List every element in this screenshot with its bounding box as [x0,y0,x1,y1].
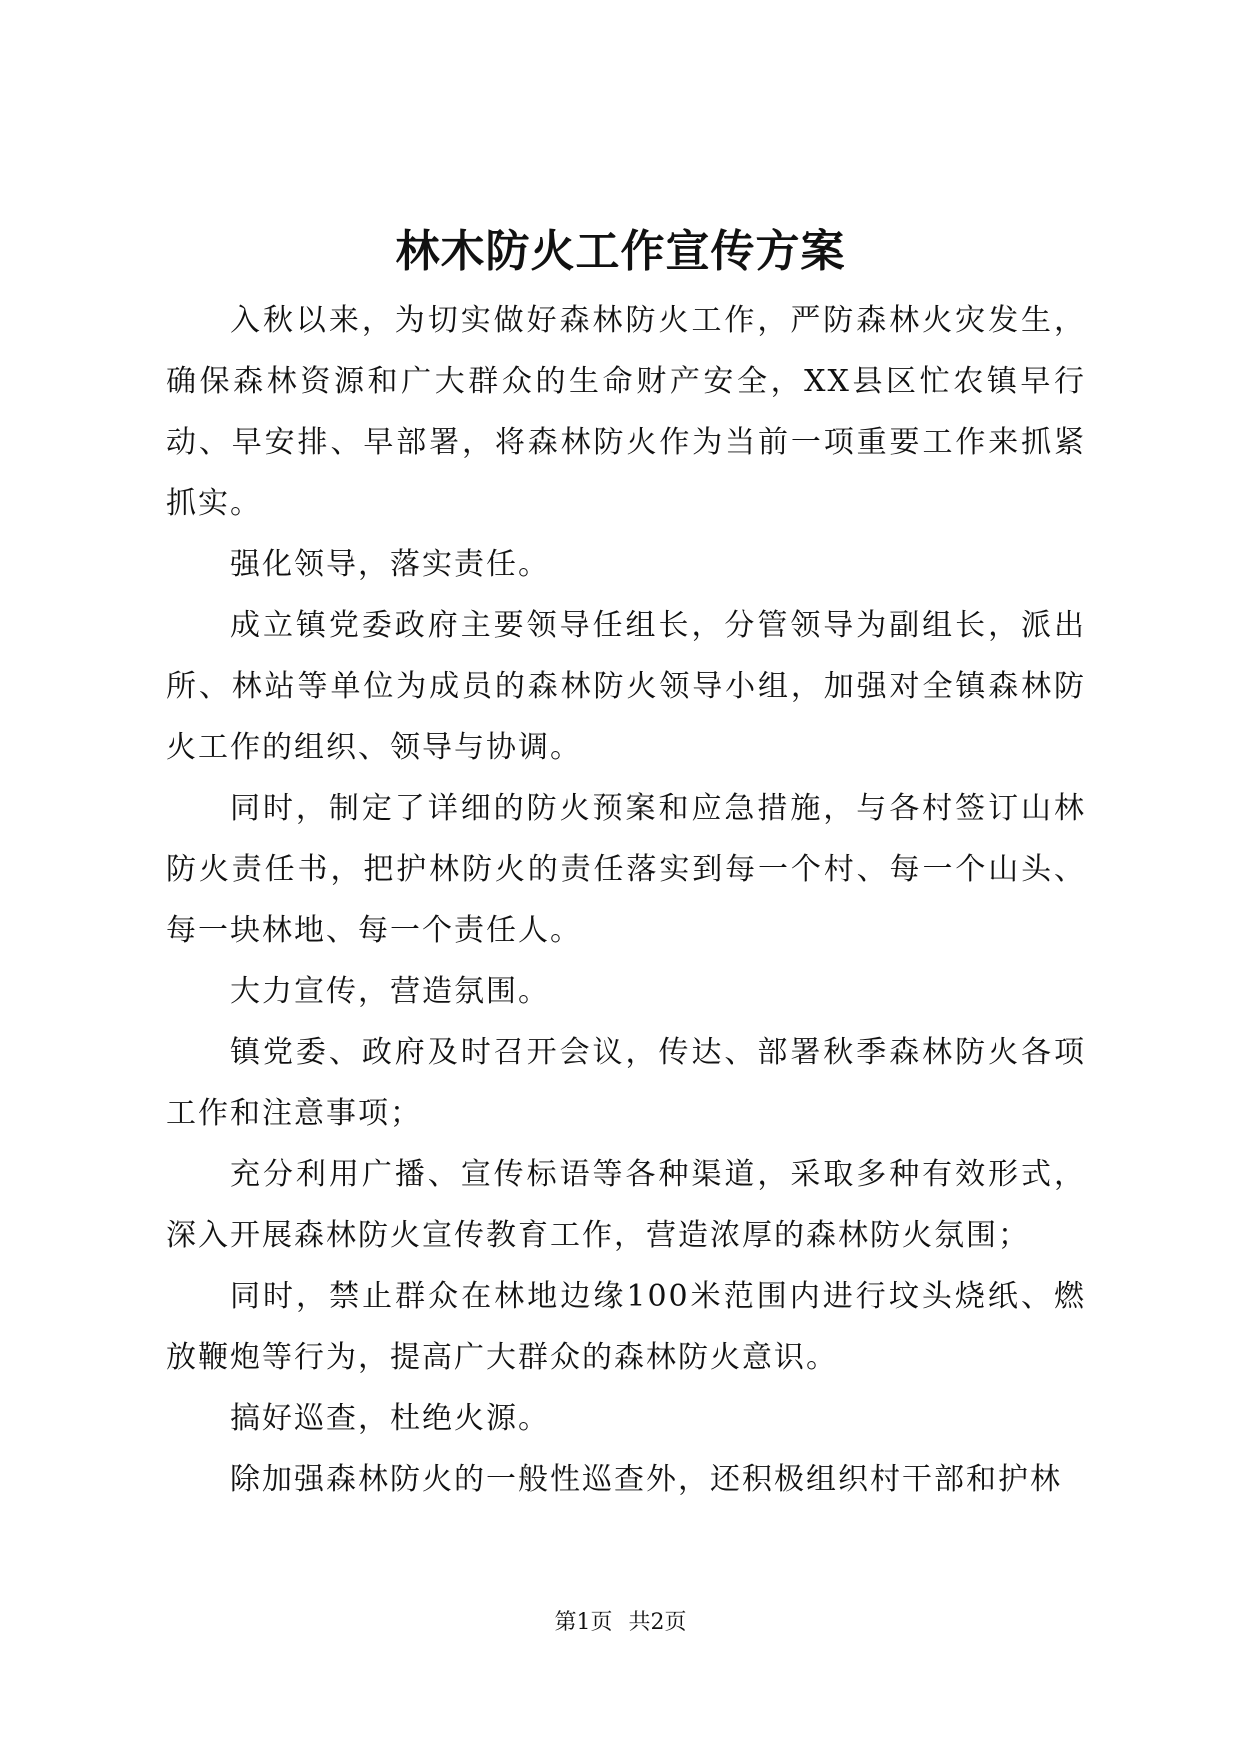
paragraph-responsibility: 同时，制定了详细的防火预案和应急措施，与各村签订山林防火责任书，把护林防火的责任落实到每一个村、每一个山头、每一块林地、每一个责任人。 [166,791,1086,948]
page-footer [0,1608,1241,1638]
section-heading-publicity: 大力宣传，营造氛围。 [230,974,550,1009]
paragraph-leadership-group: 成立镇党委政府主要领导任组长，分管领导为副组长，派出所、林站等单位为成员的森林防火领导小组，加强对全镇森林防火工作的组织、领导与协调。 [166,608,1086,765]
paragraph-channels: 充分利用广播、宣传标语等各种渠道，采取多种有效形式，深入开展森林防火宣传教育工作，营造浓厚的森林防火氛围； [166,1157,1086,1253]
paragraph-prohibition: 同时，禁止群众在林地边缘100米范围内进行坟头烧纸、燃放鞭炮等行为，提高广大群众的森林防火意识。 [166,1279,1086,1375]
page-number: 第1页 [554,1610,613,1635]
page-total: 共2页 [628,1610,687,1635]
section-heading-leadership: 强化领导，落实责任。 [230,547,550,582]
section-heading-patrol: 搞好巡查，杜绝火源。 [230,1401,550,1436]
document-title: 林木防火工作宣传方案 [395,226,846,277]
paragraph-patrol: 除加强森林防火的一般性巡查外，还积极组织村干部和护林 [230,1462,1062,1497]
document-body [166,290,1086,1510]
paragraph-intro: 入秋以来，为切实做好森林防火工作，严防森林火灾发生，确保森林资源和广大群众的生命财产安全，XX县区忙农镇早行动、早安排、早部署，将森林防火作为当前一项重要工作来抓紧抓实。 [166,303,1086,521]
paragraph-meeting: 镇党委、政府及时召开会议，传达、部署秋季森林防火各项工作和注意事项； [166,1035,1086,1131]
